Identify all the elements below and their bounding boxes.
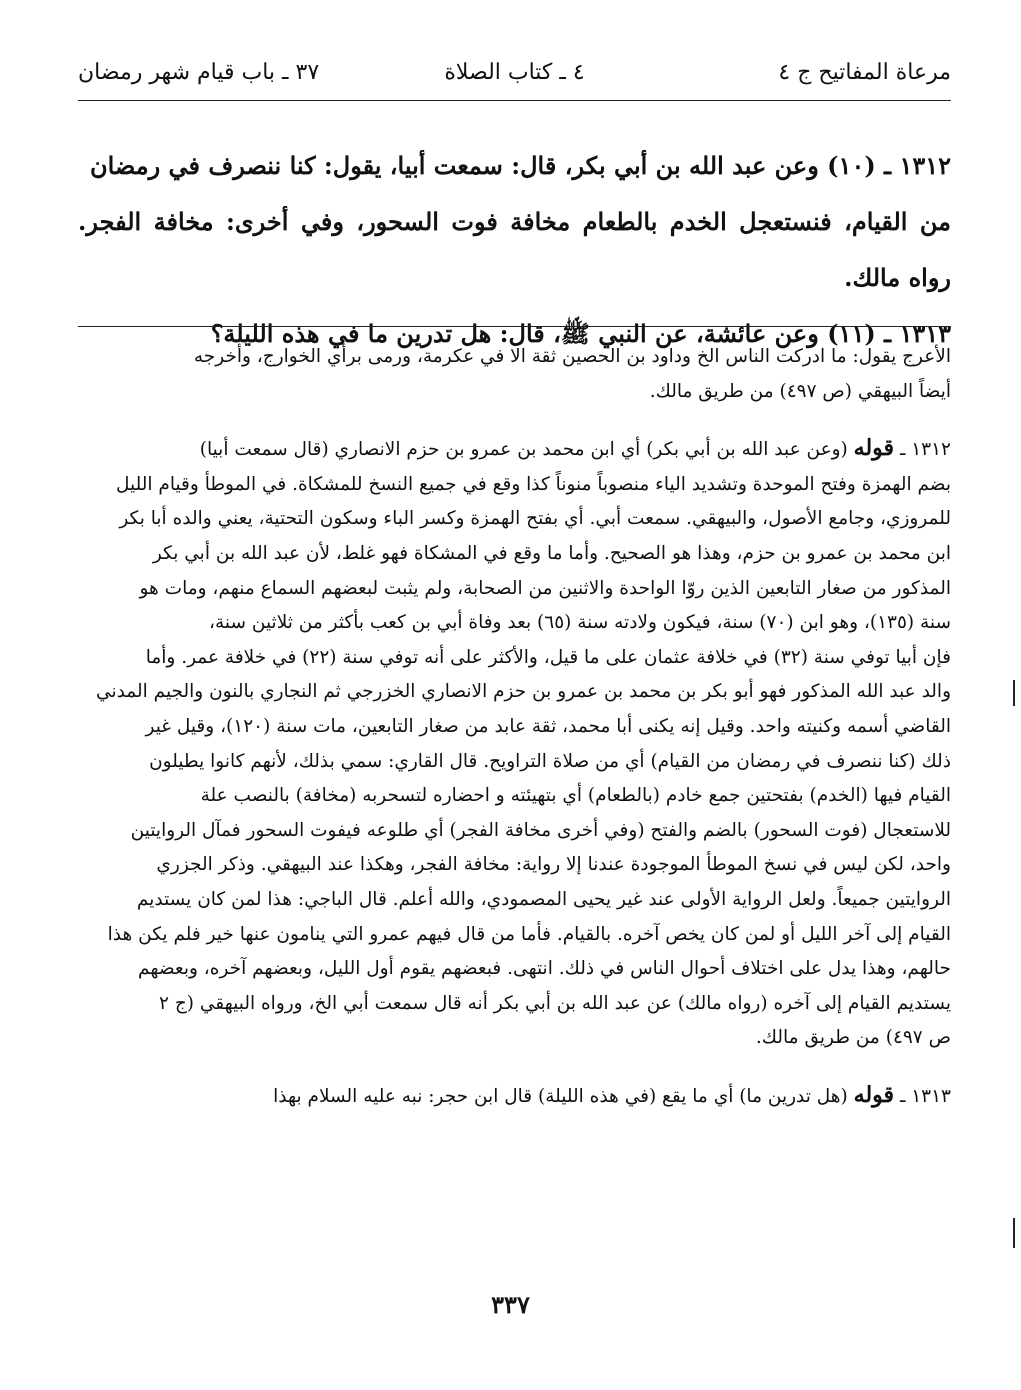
page-number: ٣٣٧	[491, 1290, 530, 1319]
commentary-line: بضم الهمزة وفتح الموحدة وتشديد الياء منصوباً منوناً كذا وقع في جميع النسخ للمشكاة. في الموطأ وقيام الليل	[115, 473, 951, 495]
commentary-number: ١٣١٢ ـ	[899, 439, 951, 461]
commentary-line: المذكور من صغار التابعين الذين روّا الواحدة والاثنين من الصحابة، ولم يثبت لبعضهم السماع منهم، ومات هو	[139, 577, 951, 599]
commentary-line: للاستعجال (فوت السحور) بالضم والفتح (وفي أخرى مخافة الفجر) أي طلوعه فيفوت السحور فمآل الروايتين	[130, 819, 951, 841]
header-section: ٣٧ ـ باب قيام شهر رمضان	[78, 60, 320, 85]
commentary-line: القاضي أسمه وكنيته واحد. وقيل إنه يكنى أبا محمد، ثقة عابد من صغار التابعين، مات سنة (١٢٠)، وقيل غير	[145, 715, 951, 737]
spacer	[78, 1056, 951, 1078]
scan-edge-mark	[1013, 680, 1015, 706]
commentary-line: القيام فيها (الخدم) بفتحتين جمع خادم (بالطعام) أي بتهيئته و احضاره لتسحربه (مخافة) بالنصب علة	[200, 785, 951, 807]
hadith-text	[78, 138, 951, 362]
scan-edge-mark	[1013, 1218, 1015, 1248]
commentary-keyword: قوله	[853, 435, 895, 462]
commentary-line: ابن محمد بن عمرو بن حزم، وهذا هو الصحيح. وأما ما وقع في المشكاة فهو غلط، لأن عبد الله بن أبي بكر	[152, 542, 951, 564]
commentary-line: (وعن عبد الله بن أبي بكر) أي ابن محمد بن عمرو بن حزم الانصاري (قال سمعت أبيا)	[199, 439, 848, 461]
commentary-text	[78, 340, 951, 1114]
spacer	[78, 409, 951, 431]
commentary-line: واحد، لكن ليس في نسخ الموطأ الموجودة عندنا إلا رواية: مخافة الفجر، وهكذا عند البيهقي. وذكر الجزري	[156, 854, 951, 876]
hadith-line: من القيام، فنستعجل الخدم بالطعام مخافة فوت السحور، وفي أخرى: مخافة الفجر. رواه مالك.	[78, 207, 951, 292]
section-rule	[78, 326, 951, 327]
commentary-1313-first-line	[78, 1078, 951, 1115]
commentary-line: والد عبد الله المذكور فهو أبو بكر بن محمد بن عمرو بن حزم الانصاري الخزرجي ثم النجاري بالنون والجيم المدني	[96, 681, 951, 703]
footnote-line: أيضاً البيهقي (ص ٤٩٧) من طريق مالك.	[649, 380, 951, 402]
commentary-line: الروايتين جميعاً. ولعل الرواية الأولى عند غير يحيى المصمودي، والله أعلم. قال الباجي: هذا لمن كان يستديم	[136, 888, 951, 910]
commentary-number: ١٣١٣ ـ	[899, 1085, 951, 1107]
commentary-line: حالهم، وهذا يدل على اختلاف أحوال الناس في ذلك. انتهى. فبعضهم يقوم أول الليل، وبعضهم آخره، وبعضهم	[138, 958, 951, 980]
commentary-line: القيام إلى آخر الليل أو لمن كان يخص آخره. بالقيام. فأما من قال فيهم عمرو التي ينامون عنها خير فلم يكن هذا	[107, 923, 951, 945]
running-header	[78, 56, 951, 100]
commentary-line: ص ٤٩٧) من طريق مالك.	[755, 1027, 951, 1049]
commentary-line: فإن أبيا توفي سنة (٣٢) في خلافة عثمان على ما قيل، والأكثر على أنه توفي سنة (٢٢) في خلافة عمر. وأما	[145, 646, 951, 668]
commentary-1312-first-line	[78, 431, 951, 468]
header-chapter: ٤ ـ كتاب الصلاة	[444, 60, 585, 85]
commentary-line: ذلك (كنا ننصرف في رمضان من القيام) أي من صلاة التراويح. قال القاري: سمي بذلك، لأنهم كانوا يطيلون	[149, 750, 951, 772]
hadith-line: ١٣١٣ ـ (١١) وعن عائشة، عن النبي ﷺ، قال: هل تدرين ما في هذه الليلة؟	[210, 319, 951, 348]
header-book-title: مرعاة المفاتيح ج ٤	[778, 60, 951, 85]
commentary-line: للمروزي، وجامع الأصول، والبيهقي. سمعت أبي. أي بفتح الهمزة وكسر الباء وسكون التحتية، يعني والده أبا بكر	[119, 508, 951, 530]
footnote-line: الأعرج يقول: ما ادركت الناس الخ وداود بن الحصين ثقة الا في عكرمة، ورمى برأي الخوارج، وأخرجه	[193, 346, 951, 367]
commentary-keyword: قوله	[853, 1081, 895, 1108]
commentary-line: يستديم القيام إلى آخره (رواه مالك) عن عبد الله بن أبي بكر أنه قال سمعت أبي الخ، ورواه البيهقي (ج ٢	[159, 992, 951, 1014]
hadith-line: ١٣١٢ ـ (١٠) وعن عبد الله بن أبي بكر، قال: سمعت أبيا، يقول: كنا ننصرف في رمضان	[89, 151, 951, 180]
header-rule	[78, 100, 951, 101]
commentary-line: (هل تدرين ما) أي ما يقع (في هذه الليلة) قال ابن حجر: نبه عليه السلام بهذا	[273, 1085, 848, 1107]
commentary-line: سنة (١٣٥)، وهو ابن (٧٠) سنة، فيكون ولادته سنة (٦٥) بعد وفاة أبي بن كعب بأكثر من ثلاثين سنة،	[209, 612, 951, 634]
